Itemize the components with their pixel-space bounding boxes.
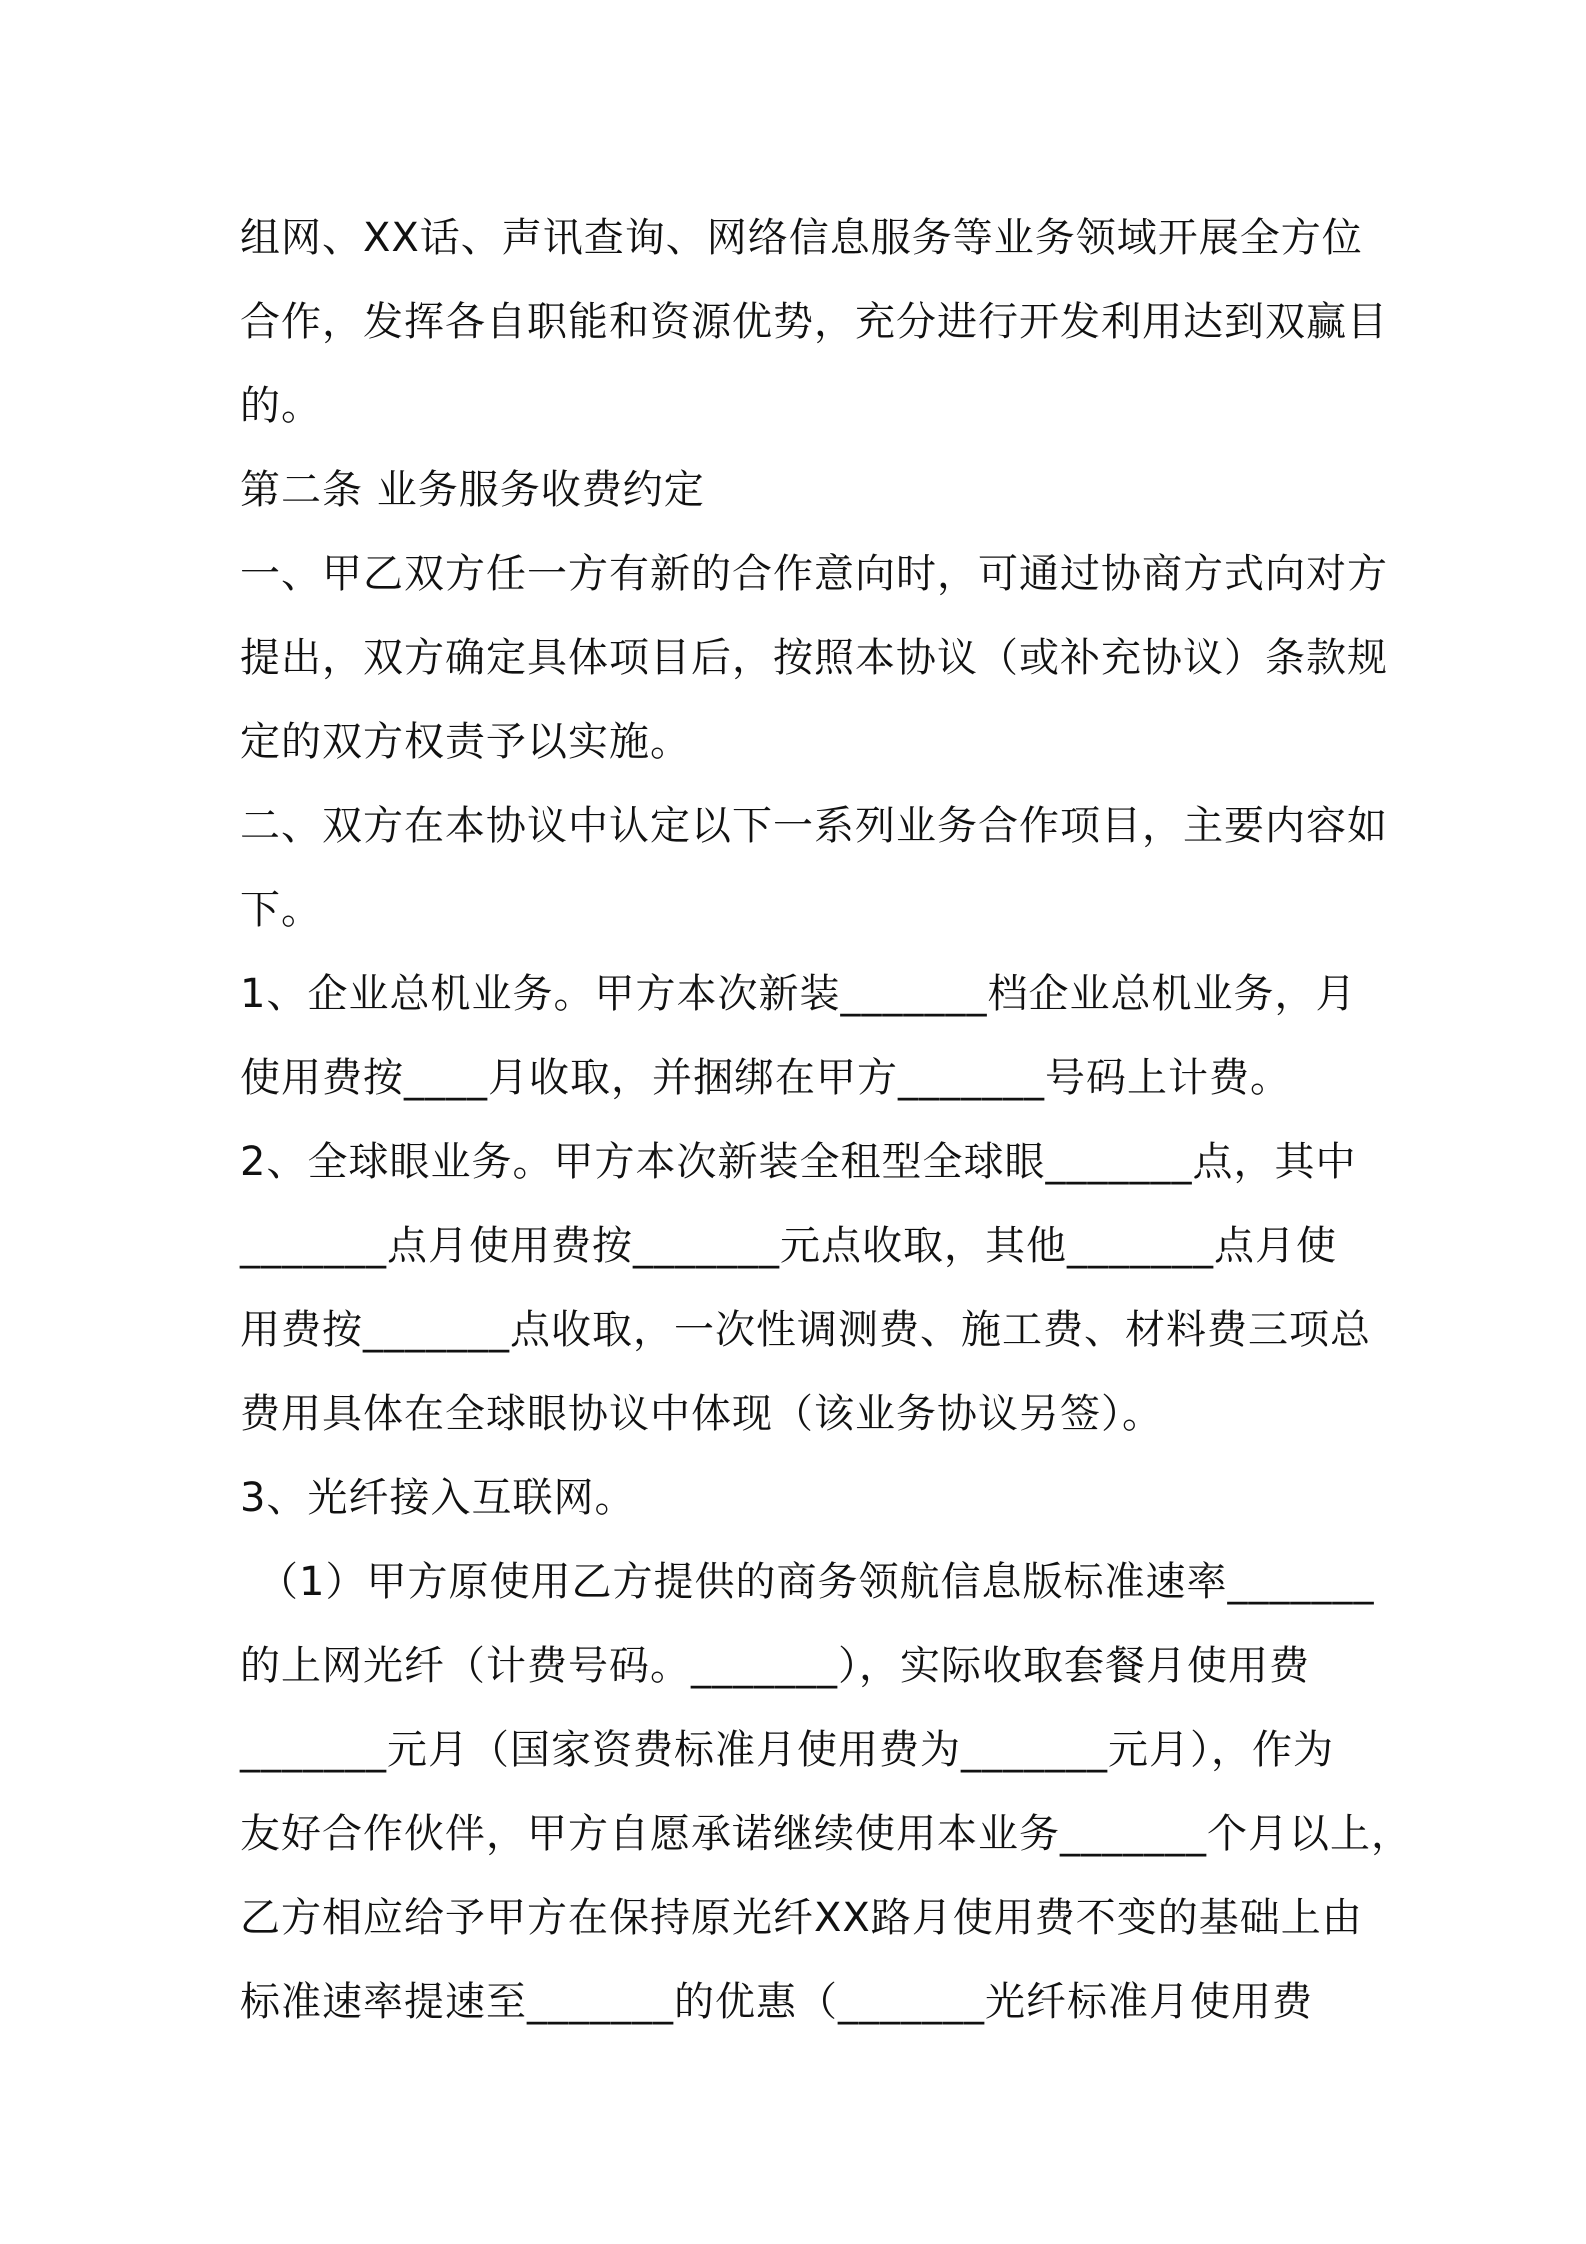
paragraph-line: 费用具体在全球眼协议中体现（该业务协议另签）。 <box>240 1391 1163 1437</box>
paragraph-line: 的上网光纤（计费号码。_______），实际收取套餐月使用费 <box>240 1643 1310 1689</box>
paragraph-line: _______元月（国家资费标准月使用费为_______元月），作为 <box>240 1727 1334 1773</box>
document-body <box>240 196 1412 2044</box>
paragraph-line: _______点月使用费按_______元点收取，其他_______点月使 <box>240 1223 1337 1269</box>
paragraph-line: 二、双方在本协议中认定以下一系列业务合作项目，主要内容如 <box>240 803 1388 849</box>
paragraph-line: 乙方相应给予甲方在保持原光纤XX路月使用费不变的基础上由 <box>240 1895 1363 1941</box>
paragraph-line: 定的双方权责予以实施。 <box>240 719 691 765</box>
paragraph-line: 3、光纤接入互联网。 <box>240 1475 636 1521</box>
paragraph-line: 2、全球眼业务。甲方本次新装全租型全球眼_______点，其中 <box>240 1139 1357 1185</box>
paragraph-line: 组网、XX话、声讯查询、网络信息服务等业务领域开展全方位 <box>240 215 1363 261</box>
paragraph-line: 的。 <box>240 383 322 429</box>
paragraph-line: 提出，双方确定具体项目后，按照本协议（或补充协议）条款规 <box>240 635 1388 681</box>
paragraph-line: 使用费按____月收取，并捆绑在甲方_______号码上计费。 <box>240 1055 1291 1101</box>
paragraph-line: 用费按_______点收取，一次性调测费、施工费、材料费三项总 <box>240 1307 1371 1353</box>
paragraph-line: 合作，发挥各自职能和资源优势，充分进行开发利用达到双赢目 <box>240 299 1388 345</box>
paragraph-line: 下。 <box>240 887 322 933</box>
paragraph-line: （1）甲方原使用乙方提供的商务领航信息版标准速率_______ <box>258 1559 1375 1605</box>
paragraph-line: 友好合作伙伴，甲方自愿承诺继续使用本业务_______个月以上， <box>240 1811 1412 1857</box>
article-heading: 第二条 业务服务收费约定 <box>240 467 705 513</box>
paragraph-line: 标准速率提速至_______的优惠（_______光纤标准月使用费 <box>240 1979 1313 2025</box>
paragraph-line: 一、甲乙双方任一方有新的合作意向时，可通过协商方式向对方 <box>240 551 1388 597</box>
paragraph-line: 1、企业总机业务。甲方本次新装_______档企业总机业务，月 <box>240 971 1357 1017</box>
